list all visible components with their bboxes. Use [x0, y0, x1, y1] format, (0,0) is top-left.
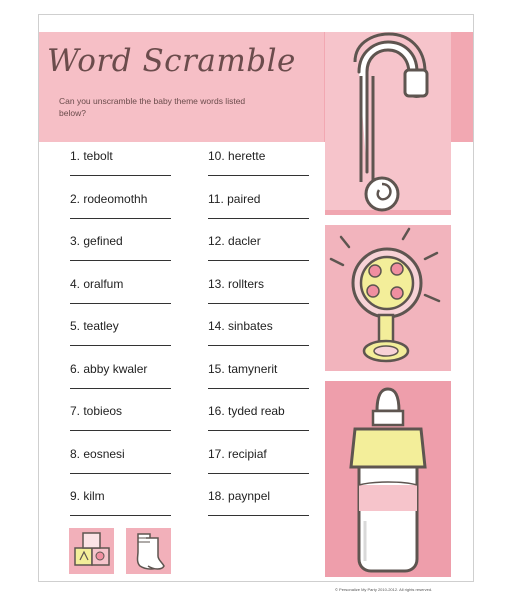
answer-line[interactable] — [208, 175, 309, 176]
safety-pin-tile — [325, 32, 451, 215]
scrambled-word: 10. herette — [208, 149, 266, 163]
copyright-text: © Personalize My Party 2010-2012. All rights reserved. — [335, 587, 433, 592]
baby-bottle-icon — [325, 381, 451, 577]
answer-line[interactable] — [208, 218, 309, 219]
answer-line[interactable] — [70, 218, 171, 219]
answer-line[interactable] — [70, 473, 171, 474]
blocks-tile — [69, 528, 114, 574]
scrambled-word: 13. rollters — [208, 276, 265, 291]
scrambled-word: 7. tobieos — [70, 404, 123, 418]
answer-line[interactable] — [70, 515, 171, 516]
page-title: Word Scramble — [47, 43, 296, 79]
scrambled-word: 11. paired — [208, 191, 261, 206]
scrambled-word: 17. recipiaf — [208, 446, 267, 461]
answer-line[interactable] — [70, 260, 171, 261]
scrambled-word: 4. oralfum — [70, 276, 124, 291]
scrambled-word: 18. paynpel — [208, 489, 271, 503]
answer-line[interactable] — [70, 388, 171, 389]
answer-line[interactable] — [70, 430, 171, 431]
answer-line[interactable] — [208, 260, 309, 261]
socks-tile — [126, 528, 171, 574]
answer-line[interactable] — [208, 388, 309, 389]
baby-socks-icon — [126, 528, 171, 574]
rattle-icon — [325, 225, 451, 371]
answer-line[interactable] — [70, 303, 171, 304]
safety-pin-icon — [325, 32, 451, 215]
scrambled-word: 1. tebolt — [70, 149, 113, 163]
scrambled-word: 2. rodeomothh — [70, 191, 148, 206]
instructions-text: Can you unscramble the baby theme words listed below? — [59, 96, 246, 118]
answer-line[interactable] — [208, 430, 309, 431]
scrambled-word: 14. sinbates — [208, 319, 273, 333]
answer-line[interactable] — [208, 303, 309, 304]
bottle-tile — [325, 381, 451, 577]
answer-line[interactable] — [208, 345, 309, 346]
baby-blocks-icon — [69, 528, 114, 574]
scrambled-word: 12. dacler — [208, 234, 261, 248]
scrambled-word: 16. tyded reab — [208, 404, 285, 418]
answer-line[interactable] — [70, 345, 171, 346]
scrambled-word: 5. teatley — [70, 319, 119, 333]
answer-line[interactable] — [208, 515, 309, 516]
worksheet-page — [38, 14, 474, 592]
scrambled-word: 15. tamynerit — [208, 361, 278, 376]
scrambled-word: 9. kilm — [70, 489, 105, 503]
scrambled-word: 3. gefined — [70, 234, 123, 248]
rattle-tile — [325, 225, 451, 371]
answer-line[interactable] — [70, 175, 171, 176]
scrambled-word: 8. eosnesi — [70, 446, 125, 461]
scrambled-word: 6. abby kwaler — [70, 361, 148, 376]
answer-line[interactable] — [208, 473, 309, 474]
